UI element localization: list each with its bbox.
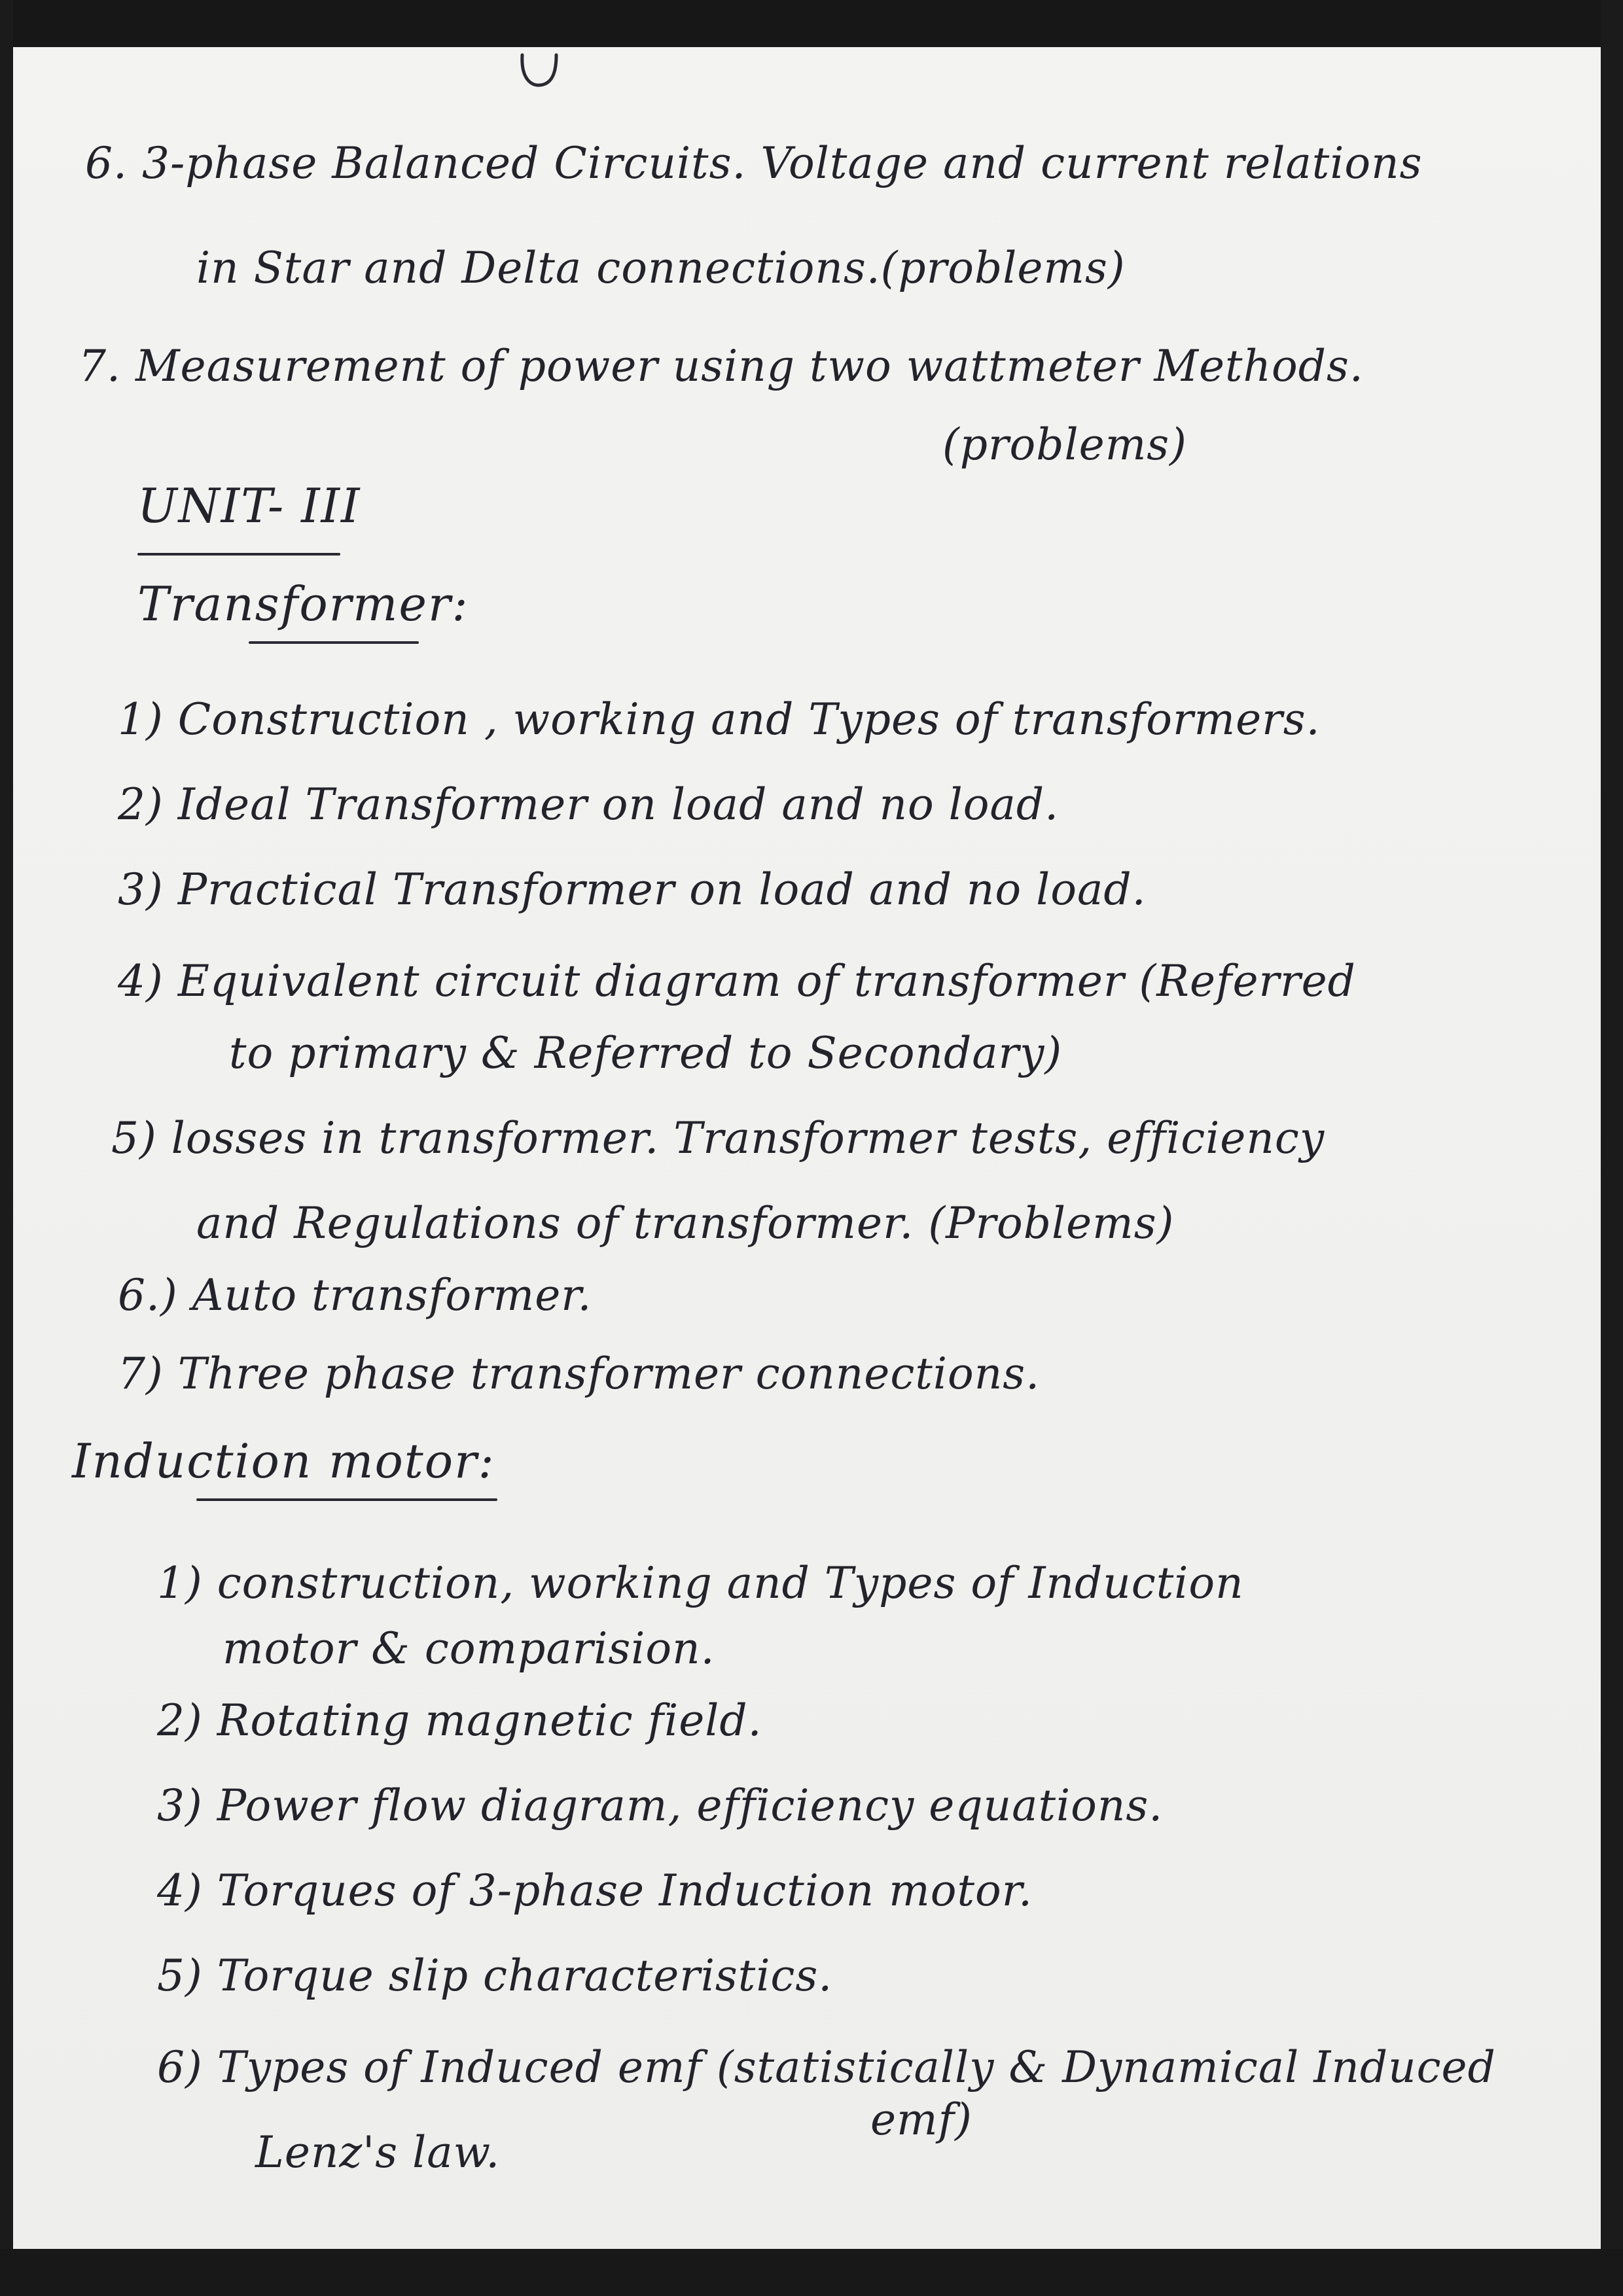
scan-left-border	[0, 0, 13, 2296]
induction-item-6-line-1: 6) Types of Induced emf (statistically & Dynamical Induced	[157, 2042, 1496, 2093]
unit-heading-underline	[137, 553, 340, 556]
transformer-heading-underline	[249, 641, 419, 644]
item-6-line-2: in Star and Delta connections.(problems)	[196, 243, 1126, 293]
item-7-line-1: 7. Measurement of power using two wattmeter Methods.	[79, 341, 1364, 391]
induction-item-1-line-1: 1) construction, working and Types of Induction	[157, 1558, 1244, 1608]
scan-bottom-border	[0, 2249, 1623, 2296]
induction-item-1-line-2: motor & comparision.	[223, 1623, 715, 1674]
transformer-item-7: 7) Three phase transformer connections.	[118, 1349, 1041, 1399]
induction-motor-heading: Induction motor:	[72, 1434, 495, 1489]
stray-ink-mark	[517, 51, 563, 90]
induction-item-4: 4) Torques of 3-phase Induction motor.	[157, 1865, 1033, 1916]
transformer-item-5-line-2: and Regulations of transformer. (Problems)	[196, 1198, 1175, 1248]
induction-motor-heading-underline	[196, 1498, 497, 1501]
item-7-line-2: (problems)	[942, 419, 1187, 470]
induction-item-3: 3) Power flow diagram, efficiency equations.	[157, 1780, 1164, 1831]
transformer-item-1: 1) Construction , working and Types of transformers.	[118, 694, 1321, 745]
scan-top-border	[0, 0, 1623, 47]
unit-heading: UNIT- III	[137, 478, 361, 533]
transformer-item-6: 6.) Auto transformer.	[118, 1270, 592, 1320]
item-6-line-1: 6. 3-phase Balanced Circuits. Voltage and current relations	[85, 138, 1423, 188]
transformer-item-4-line-2: to primary & Referred to Secondary)	[229, 1028, 1063, 1078]
transformer-item-2: 2) Ideal Transformer on load and no load.	[118, 779, 1060, 830]
induction-item-2: 2) Rotating magnetic field.	[157, 1695, 762, 1746]
induction-item-6-line-2: emf)	[870, 2094, 972, 2145]
transformer-item-3: 3) Practical Transformer on load and no load.	[118, 864, 1147, 915]
transformer-item-4-line-1: 4) Equivalent circuit diagram of transformer (Referred	[118, 956, 1356, 1006]
transformer-heading: Transformer:	[137, 576, 469, 631]
transformer-item-5-line-1: 5) losses in transformer. Transformer tests, efficiency	[111, 1113, 1325, 1163]
induction-item-6-line-3: Lenz's law.	[255, 2127, 501, 2178]
induction-item-5: 5) Torque slip characteristics.	[157, 1951, 833, 2001]
scan-right-border	[1601, 0, 1623, 2296]
